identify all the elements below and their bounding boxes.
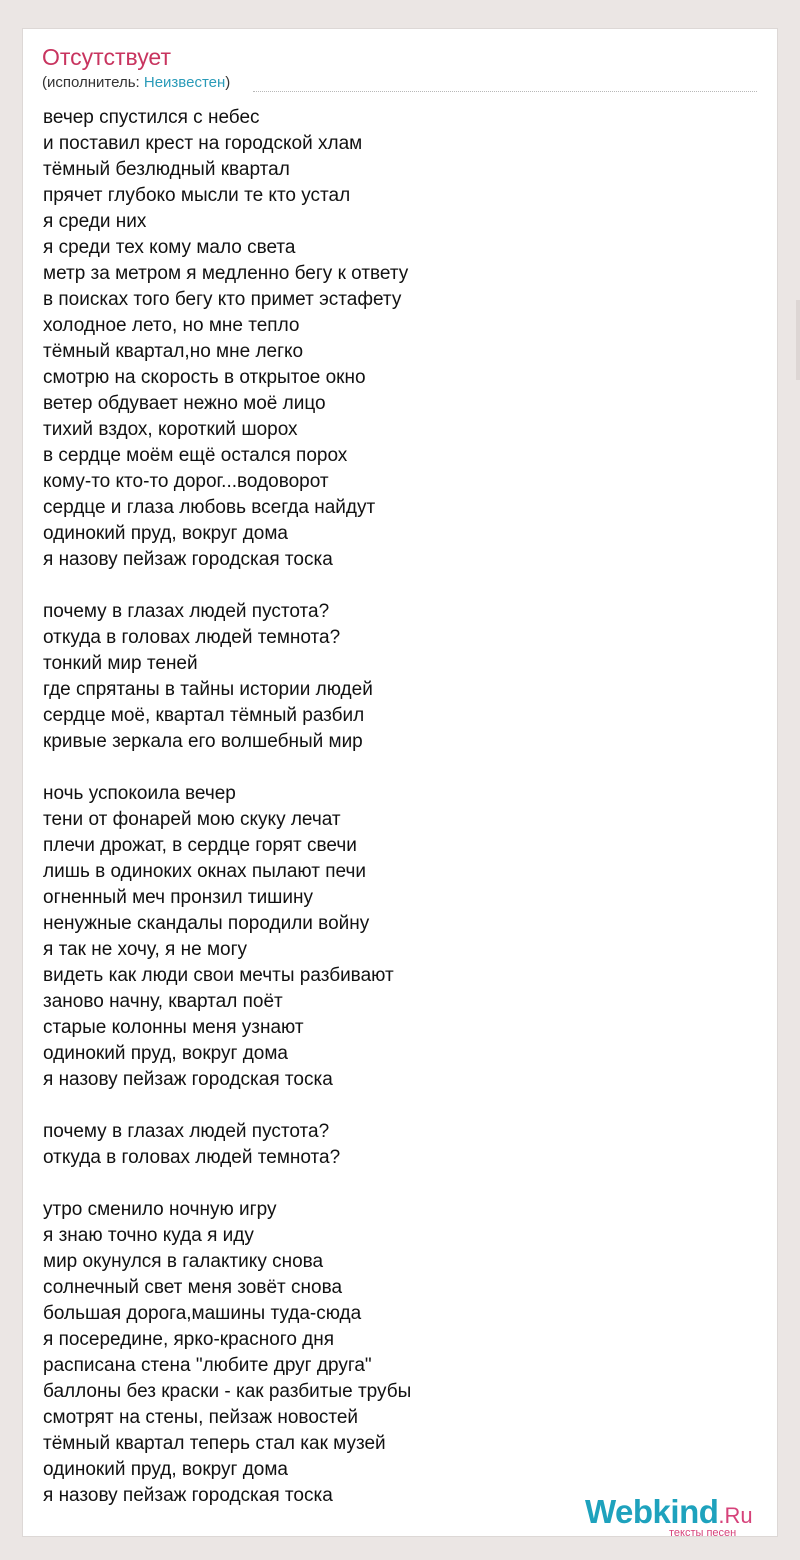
logo-subtitle: тексты песен bbox=[669, 1527, 737, 1539]
lyric-line: где спрятаны в тайны истории людей bbox=[43, 679, 373, 700]
lyric-line: я знаю точно куда я иду bbox=[43, 1225, 254, 1246]
lyric-line: кому-то кто-то дорог...водоворот bbox=[43, 471, 329, 492]
lyrics-card bbox=[22, 28, 778, 1537]
lyric-line: почему в глазах людей пустота? bbox=[43, 1121, 330, 1142]
lyric-line: утро сменило ночную игру bbox=[43, 1199, 277, 1220]
lyric-line: смотрю на скорость в открытое окно bbox=[43, 367, 366, 388]
lyric-line: я назову пейзаж городская тоска bbox=[43, 1069, 333, 1090]
lyric-line: ветер обдувает нежно моё лицо bbox=[43, 393, 326, 414]
lyric-line: тёмный квартал,но мне легко bbox=[43, 341, 304, 362]
logo-tld: .Ru bbox=[718, 1503, 753, 1528]
artist-link[interactable]: Неизвестен bbox=[143, 74, 226, 91]
lyric-line: метр за метром я медленно бегу к ответу bbox=[43, 263, 409, 284]
logo-main-text: Webkind bbox=[585, 1493, 719, 1530]
lyric-line: кривые зеркала его волшебный мир bbox=[43, 731, 363, 752]
dotted-divider bbox=[253, 91, 757, 92]
lyric-line: я так не хочу, я не могу bbox=[43, 939, 248, 960]
lyric-line: расписана стена "любите друг друга" bbox=[43, 1355, 372, 1376]
stanza-break bbox=[43, 573, 743, 599]
lyric-line: в сердце моём ещё остался порох bbox=[43, 445, 348, 466]
lyric-line: прячет глубоко мысли те кто устал bbox=[43, 185, 351, 206]
lyric-line: плечи дрожат, в сердце горят свечи bbox=[43, 835, 357, 856]
lyric-line: большая дорога,машины туда-сюда bbox=[43, 1303, 362, 1324]
lyric-line: тени от фонарей мою скуку лечат bbox=[43, 809, 341, 830]
lyric-line: тёмный квартал теперь стал как музей bbox=[43, 1433, 386, 1454]
lyric-line: я среди тех кому мало света bbox=[43, 237, 296, 258]
song-title: Отсутствует bbox=[42, 44, 171, 70]
lyric-line: ночь успокоила вечер bbox=[43, 783, 236, 804]
artist-suffix: ) bbox=[225, 74, 231, 91]
lyric-line: откуда в головах людей темнота? bbox=[43, 627, 341, 648]
lyric-line: смотрят на стены, пейзаж новостей bbox=[43, 1407, 359, 1428]
lyric-line: я посередине, ярко-красного дня bbox=[43, 1329, 335, 1350]
artist-prefix: (исполнитель: bbox=[42, 74, 144, 91]
lyric-line: я назову пейзаж городская тоска bbox=[43, 549, 333, 570]
stanza-break bbox=[43, 755, 743, 781]
lyric-line: ненужные скандалы породили войну bbox=[43, 913, 370, 934]
lyric-line: холодное лето, но мне тепло bbox=[43, 315, 300, 336]
lyric-line: лишь в одиноких окнах пылают печи bbox=[43, 861, 366, 882]
lyric-line: я среди них bbox=[43, 211, 147, 232]
lyric-line: я назову пейзаж городская тоска bbox=[43, 1485, 333, 1506]
stanza-break bbox=[43, 1093, 743, 1119]
site-logo[interactable] bbox=[585, 1493, 785, 1543]
lyric-line: сердце и глаза любовь всегда найдут bbox=[43, 497, 376, 518]
lyric-line: солнечный свет меня зовёт снова bbox=[43, 1277, 343, 1298]
stanza-break bbox=[43, 1171, 743, 1197]
lyric-line: и поставил крест на городской хлам bbox=[43, 133, 363, 154]
lyric-line: почему в глазах людей пустота? bbox=[43, 601, 330, 622]
lyric-line: тёмный безлюдный квартал bbox=[43, 159, 290, 180]
scrollbar-hint bbox=[796, 300, 800, 380]
lyric-line: сердце моё, квартал тёмный разбил bbox=[43, 705, 365, 726]
lyric-line: вечер спустился с небес bbox=[43, 107, 260, 128]
lyric-line: заново начну, квартал поёт bbox=[43, 991, 283, 1012]
lyric-line: в поисках того бегу кто примет эстафету bbox=[43, 289, 402, 310]
artist-line bbox=[42, 74, 230, 92]
lyric-line: откуда в головах людей темнота? bbox=[43, 1147, 341, 1168]
lyric-line: мир окунулся в галактику снова bbox=[43, 1251, 324, 1272]
lyric-line: одинокий пруд, вокруг дома bbox=[43, 523, 288, 544]
lyric-line: видеть как люди свои мечты разбивают bbox=[43, 965, 394, 986]
lyric-line: тонкий мир теней bbox=[43, 653, 198, 674]
lyric-line: одинокий пруд, вокруг дома bbox=[43, 1043, 288, 1064]
lyric-line: баллоны без краски - как разбитые трубы bbox=[43, 1381, 412, 1402]
lyrics-body bbox=[43, 105, 743, 1509]
lyric-line: тихий вздох, короткий шорох bbox=[43, 419, 298, 440]
lyric-line: огненный меч пронзил тишину bbox=[43, 887, 314, 908]
lyric-line: одинокий пруд, вокруг дома bbox=[43, 1459, 288, 1480]
lyric-line: старые колонны меня узнают bbox=[43, 1017, 304, 1038]
